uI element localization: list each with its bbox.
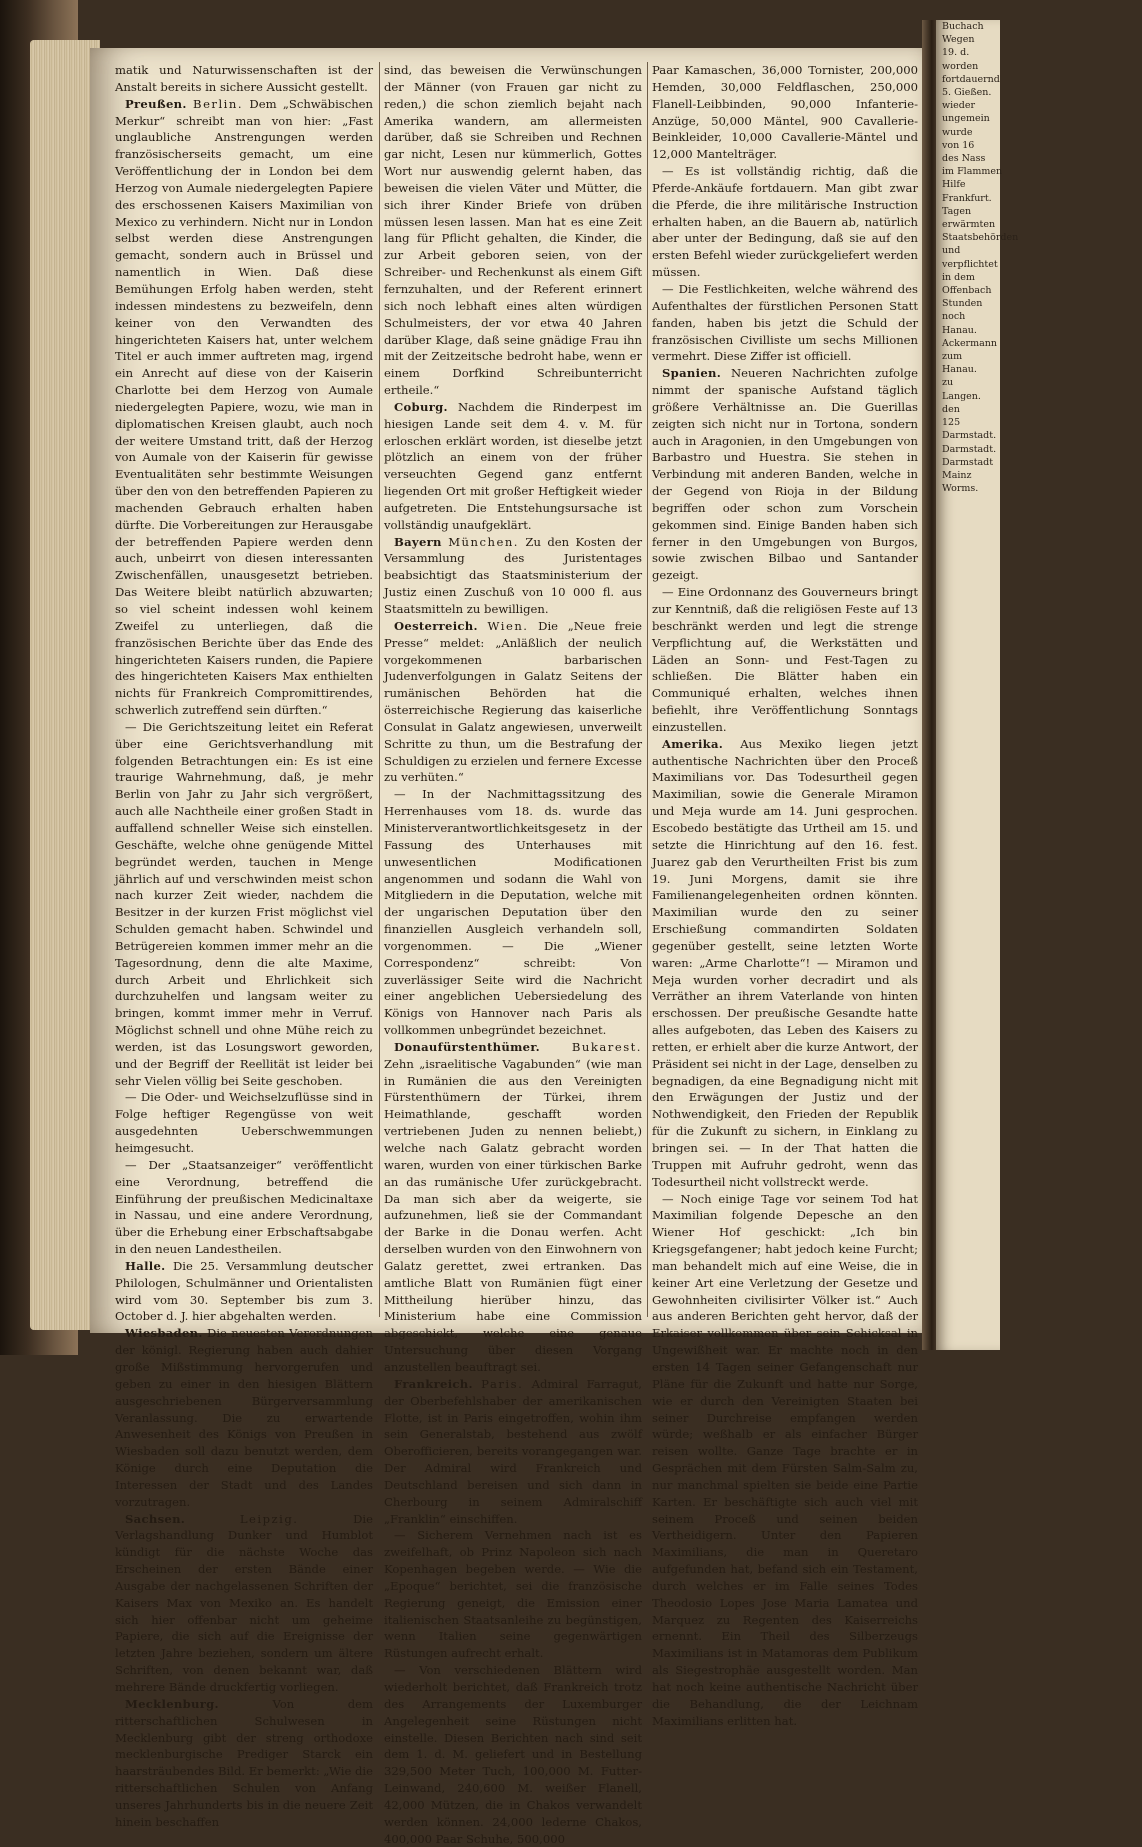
article-paragraph (115, 62, 373, 96)
section-heading: Spanien. (662, 366, 722, 381)
article-paragraph (652, 1191, 918, 1730)
article-text: Aus Mexiko liegen jetzt authentische Nachrichten über den Proceß Maximilians vor. Das Todesurtheil gegen Maximilian, sowie die Generale Miramon und Meja wurde am 14. Juni gesprochen. Escobedo bestätigte das Urtheil am 15. und setzte die Hinrichtung auf den 16. fest. Juarez gab den Verurtheilten Frist bis zum 19. Juni Morgens, damit sie ihre Familienangelegenheiten ordnen könnten. Maximilian wurde den zu seiner Erschießung commandirten Soldaten gegenüber gestellt, seine letzten Worte waren: „Arme Charlotte“! — Miramon und Meja wurden vorher decradirt und als Verräther an ihrem Vaterlande von hinten erschossen. Der preußische Gesandte hatte alles aufgeboten, das Leben des Kaisers zu retten, er erhielt aber die kurze Antwort, der Präsident sei nicht in der Lage, denselben zu begnadigen, da eine Begnadigung nicht mit den Erwägungen der Justiz und der Nothwendigkeit, den Frieden der Republik für die Zukunft zu sichern, in Einklang zu bringen sei. — In der That hatten die Truppen mit Aufruhr gedroht, wenn das Todesurtheil nicht vollstreckt werde. (652, 736, 918, 1189)
article-paragraph (384, 786, 642, 1039)
article-paragraph (384, 1527, 642, 1662)
article-text: Die „Neue freie Presse“ meldet: „Anläßlich der neulich vorgekommenen barbarischen Judenverfolgungen in Galatz Seitens der rumänischen Behörden hat die österreichische Regierung das kaiserliche Consulat in Galatz angewiesen, unverweilt Schritte zu thun, um die Bestrafung der Schuldigen zu erzielen und fernere Excesse zu verhüten.“ (384, 618, 643, 785)
article-text: — Von verschiedenen Blättern wird wiederholt berichtet, daß Frankreich trotz des Arrangements der Luxemburger Angelegenheit seine Rüstungen nicht einstelle. Diesen Berichten nach sind seit dem 1. d. M. geliefert und in Bestellung 329,500 Meter Tuch, 100,000 M. Futter-Leinwand, 240,600 M. weißer Flanell, 42,000 Mützen, die in Chakos verwandelt werden können. 24,000 lederne Chakos, 400,000 Paar Schuhe, 500,000 (384, 1663, 642, 1846)
article-text: Zu den Kosten der Versammlung des Juristentages beabsichtigt das Staatsministerium der Justiz einen Zuschuß von 10 000 fl. aus Staatsmitteln zu bewilligen. (384, 534, 643, 616)
article-text: — Die Festlichkeiten, welche während des Aufenthaltes der fürstlichen Personen Statt fanden, haben bis jetzt die Schuld der französischen Civilliste um sechs Millionen vermehrt. Diese Ziffer ist officiell. (652, 281, 918, 364)
next-page-text: Buchach Wegen 19. d. worden fortdauernd 5. Gießen. wieder ungemein wurde von 16 des Nass im Flammen Hilfe Frankfurt. Tagen erwärmten Staatsbehörden und verpflichtet in dem Offenbach Stunden noch Hanau. Ackermann zum Hanau. zu Langen. den 125 Darmstadt. Darmstadt. Darmstadt Mainz Worms. (942, 21, 1019, 495)
article-paragraph (115, 96, 373, 719)
article-text: — Der „Staatsanzeiger“ veröffentlicht eine Verordnung, betreffend die Einführung der preußischen Medicinaltaxe in Nassau, und eine andere Verordnung, über die Erhebung einer Erbschaftsabgabe in den neuen Landestheilen. (115, 1157, 373, 1257)
article-text: Admiral Farragut, der Oberbefehlshaber der amerikanischen Flotte, ist in Paris eingetroffen, wohin ihm sein Generalstab, bestehend aus zwölf Oberofficieren, bereits vorangegangen war. Der Admiral wird Frankreich und Deutschland bereisen und sich dann in Cherbourg in seinem Admiralschiff „Franklin“ einschiffen. (384, 1376, 642, 1526)
section-heading: Coburg. (394, 399, 448, 414)
article-text: Paar Kamaschen, 36,000 Tornister, 200,000 Hemden, 30,000 Feldflaschen, 250,000 Flanell-Leibbinden, 90,000 Infanterie-Anzüge, 50,000 Mäntel, 900 Cavallerie-Beinkleider, 10,000 Cavallerie-Mäntel und 12,000 Mantelträger. (652, 63, 918, 162)
article-paragraph (384, 62, 642, 399)
section-heading: Bayern (394, 534, 442, 549)
article-text: — Es ist vollständig richtig, daß die Pferde-Ankäufe fortdauern. Man gibt zwar die Pferde, die ihre militärische Instruction erhalten haben, an die Bauern ab, natürlich aber unter der Bedingung, daß sie auf den ersten Befehl wieder zurückgeliefert werden müssen. (652, 164, 918, 280)
article-paragraph (384, 1376, 642, 1528)
article-paragraph (652, 163, 918, 281)
article-text: — Die Gerichtszeitung leitet ein Referat über eine Gerichtsverhandlung mit folgenden Betrachtungen ein: Es ist eine traurige Wahrnehmung, daß, je mehr Berlin von Jahr zu Jahr sich vergrößert, auch alle Nachtheile einer großen Stadt in auffallend schneller Weise sich einstellen. Geschäfte, welche ohne genügende Mittel begründet werden, tauchen in Menge jährlich auf und verschwinden meist schon nach kurzer Zeit wieder, nachdem die Besitzer in der kurzen Frist möglichst viel Schulden gemacht haben. Schwindel und Betrügereien kommen immer mehr an die Tagesordnung, denn die alte Maxime, durch Arbeit und Ehrlichkeit sich durchzuhelfen und langsam weiter zu bringen, kommt immer mehr in Verruf. Möglichst schnell und ohne Mühe reich zu werden, ist das Losungswort geworden, und der Begriff der Reellität ist leider bei sehr Vielen völlig bei Seite geschoben. (115, 719, 373, 1088)
article-paragraph (384, 399, 642, 534)
section-heading: Donaufürstenthümer. (394, 1039, 541, 1054)
article-text: — Sicherem Vernehmen nach ist es zweifelhaft, ob Prinz Napoleon sich nach Kopenhagen begeben werde. — Wie die „Epoque“ berichtet, sei die französische Regierung geneigt, die Emission einer italienischen Staatsanleihe zu begünstigen, wenn Italien seine gegenwärtigen Rüstungen aufrecht erhalt. (384, 1528, 642, 1661)
article-paragraph (652, 584, 918, 736)
article-text: sind, das beweisen die Verwünschungen der Männer (von Frauen gar nicht zu reden,) die schon ziemlich bejaht nach Amerika wandern, am allermeisten darüber, daß sie Schreiben und Rechnen gar nicht, Lesen nur kümmerlich, Gottes Wort nur auswendig gelernt haben, das beweisen die vielen Väter und Mütter, die sich ihrer Kinder Briefe von drüben müssen lesen lassen. Man hat es eine Zeit lang für Pflicht gehalten, die Kinder, die zur Arbeit geboren seien, von der Schreiber- und Rechenkunst als einem Gift fernzuhalten, und der Referent erinnert sich noch lebhaft eines alten würdigen Schulmeisters, der vor etwa 40 Jahren darüber Klage, daß seine gnädige Frau ihn mit der Zeitzeitsche bedroht habe, wenn er einem Dorfkind Schreibunterricht ertheile.“ (384, 63, 642, 398)
article-text: Die Verlagshandlung Dunker und Humblot kündigt für die nächste Woche das Erscheinen der ersten Bände einer Ausgabe der nachgelassenen Schriften der Kaisers Max von Mexiko an. Es handelt sich hier offenbar nicht um geheime Papiere, die sich auf die Ereignisse der letzten Jahre beziehen, sondern um ältere Schriften, von denen bekannt war, daß mehrere Bände druckfertig vorliegen. (115, 1511, 373, 1694)
dateline-place: Bukarest. (571, 1039, 642, 1054)
dateline-place: Berlin. (193, 96, 244, 111)
column-rule (647, 62, 648, 1317)
article-paragraph (115, 719, 373, 1090)
article-text: — Noch einige Tage vor seinem Tod hat Maximilian folgende Depesche an den Wiener Hof geschickt: „Ich bin Kriegsgefangener; habt jedoch keine Furcht; man behandelt mich auf eine Weise, die in keiner Art eine Verletzung der Gesetze und Gewohnheiten civilisirter Völker ist.“ Auch aus anderen Berichten geht hervor, daß der Erkaiser vollkommen über sein Schicksal in Ungewißheit war. Er machte noch in den ersten 14 Tagen seiner Gefangenschaft nur Pläne für die Zukunft und hatte nur Sorge, wie er durch den Vereinigten Staaten bei seiner Durchreise empfangen werden würde; weßhalb er als einfacher Bürger reisen wollte. Ganze Tage brachte er in Gesprächen mit dem Fürsten Salm-Salm zu, nur manchmal spielten sie beide eine Partie Karten. Er beschäftigte sich auch viel mit seinem Proceß und seinen beiden Vertheidigern. Unter den Papieren Maximilians, die man in Queretaro aufgefunden hat, befand sich ein Testament, durch welches er im Falle seines Todes Theodosio Lopes Jose Maria Lamatea und Marquez zu Regenten des Kaiserreichs ernennt. Ein Theil des Silberzeugs Maximilians ist in Matamoras dem Publikum als Siegestrophäe ausgestellt worden. Man hat noch keine authentische Nachricht über die Behandlung, die der Leichnam Maximilians erlitten hat. (652, 1191, 918, 1728)
article-text: Von dem ritterschaftlichen Schulwesen in Mecklenburg gibt der streng orthodoxe mecklenburgische Prediger Starck ein haarsträubendes Bild. Er bemerkt: „Wie die ritterschaftlichen Schulen von Anfang unseres Jahrhunderts bis in die neuere Zeit hinein beschaffen (115, 1696, 373, 1829)
section-heading: Preußen. (125, 96, 187, 111)
article-text: Zehn „israelitische Vagabunden“ (wie man in Rumänien die aus den Vereinigten Fürstenthümern der Türkei, ihrem Heimathlande, geschafft worden vertriebenen Juden zu nennen beliebt,) welche nach Galatz gebracht worden waren, wurden von einer türkischen Barke an das rumänische Ufer zurückgebracht. Da man sich aber da weigerte, sie aufzunehmen, ließ sie der Commandant der Barke in die Donau werfen. Acht derselben wurden von den Einwohnern von Galatz gerettet, zwei ertranken. Das amtliche Blatt von Rumänien fügt einer Mittheilung hierüber hinzu, das Ministerium habe eine Commission abgeschickt, welche eine genaue Untersuchung über diesen Vorgang anzustellen beauftragt sei. (384, 1056, 642, 1374)
article-paragraph (652, 736, 918, 1191)
article-paragraph (384, 534, 642, 618)
dateline-place: Leipzig. (239, 1511, 299, 1526)
section-heading: Wiesbaden. (125, 1326, 203, 1341)
dateline-place: Paris. (481, 1376, 524, 1391)
article-paragraph (652, 365, 918, 584)
article-paragraph (652, 62, 918, 163)
article-text: — Die Oder- und Weichselzuflüsse sind in Folge heftiger Regengüsse von weit ausgedehnten Ueberschwemmungen heimgesucht. (115, 1090, 373, 1155)
article-text: Dem „Schwäbischen Merkur“ schreibt man von hier: „Fast unglaubliche Anstrengungen werden französischerseits gemacht, um eine Veröffentlichung der in London bei dem Herzog von Aumale niedergelegten Papiere des erschossenen Kaisers Maximilian von Mexico zu verhindern. Nicht nur in London selbst werden diese Anstrengungen gemacht, sondern auch in Brüssel und namentlich in Wien. Daß diese Bemühungen Erfolg haben werden, steht indessen mindestens zu bezweifeln, denn keiner von den Verwandten des hingerichteten Kaisers hat, unter welchem Titel er auch immer auftreten mag, irgend ein Anrecht auf diese von der Kaiserin Charlotte bei dem Herzog von Aumale niedergelegten Papiere, wozu, wie man in diplomatischen Kreisen glaubt, auch noch der weitere Umstand tritt, daß der Herzog von Aumale von der Kaiserin für gewisse Eventualitäten sehr bestimmte Weisungen über den von den betreffenden Papieren zu machenden Gebrauch erhalten haben dürfte. Die Vorbereitungen zur Herausgabe der betreffenden Papiere werden denn auch, unbeirrt von diesen interessanten Zwischenfällen, unausgesetzt betrieben. Das Weitere bleibt natürlich abzuwarten; so viel scheint indessen wohl keinem Zweifel zu unterliegen, daß die französischen Berichte über das Ende des hingerichteten Kaisers runden, die Papiere des hingerichteten Kaisers Max enthielten nichts für Frankreich Compromittirendes, schwerlich zutreffend sein dürften.“ (115, 96, 374, 718)
article-text: Nachdem die Rinderpest im hiesigen Lande seit dem 4. v. M. für erloschen erklärt worden, ist dieselbe jetzt plötzlich an einem von der früher verseuchten Gegend ganz entfernt liegenden Ort mit großer Heftigkeit wieder aufgetreten. Die Entstehungsursache ist vollständig unaufgeklärt. (384, 399, 642, 532)
article-paragraph (384, 1039, 642, 1376)
article-text: Die neuesten Verordnungen der königl. Regierung haben auch dahier große Mißstimmung hervorgerufen und geben zu einer in den hiesigen Blättern ausgeschriebenen Bürgerversammlung Veranlassung. Die zu erwartende Anwesenheit des Königs von Preußen in Wiesbaden soll dazu benutzt werden, dem Könige durch eine Deputation die Interessen der Stadt und des Landes vorzutragen. (115, 1326, 373, 1509)
article-paragraph (115, 1696, 373, 1831)
section-heading: Amerika. (662, 736, 724, 751)
column-1 (115, 62, 374, 1829)
article-paragraph (384, 618, 642, 786)
article-paragraph (115, 1325, 373, 1510)
section-heading: Oesterreich. (394, 618, 478, 633)
article-paragraph (652, 281, 918, 365)
dateline-place: München. (448, 534, 519, 549)
article-text: Die 25. Versammlung deutscher Philologen, Schulmänner und Orientalisten wird vom 30. September bis zum 3. October d. J. hier abgehalten werden. (115, 1258, 373, 1324)
column-rule (379, 62, 380, 1317)
article-text: Neueren Nachrichten zufolge nimmt der spanische Aufstand täglich größere Verhältnisse an. Die Guerillas zeigten sich nicht nur in Tortona, sondern auch in Aragonien, in den Umgebungen von Barbastro und Huestra. Sie stehen in Verbindung mit anderen Banden, welche in der Gegend von Rioja in der Bildung begriffen oder schon zum Vorschein gekommen sind. Einige Banden haben sich ferner in den Umgebungen von Burgos, sowie zwischen Bilbao und Santander gezeigt. (652, 366, 918, 583)
column-2 (384, 62, 643, 1846)
article-paragraph (115, 1511, 373, 1696)
section-heading: Sachsen. (125, 1511, 186, 1526)
next-page-fragment (936, 20, 1019, 1350)
dateline-place: Wien. (487, 618, 529, 633)
article-paragraph (115, 1258, 373, 1325)
section-heading: Frankreich. (394, 1376, 473, 1391)
article-paragraph (384, 1662, 642, 1847)
article-text: matik und Naturwissenschaften ist der Anstalt bereits in sichere Aussicht gestellt. (115, 63, 373, 94)
article-text: — Eine Ordonnanz des Gouverneurs bringt zur Kenntniß, daß die religiösen Feste auf 13 beschränkt werden und legt die strenge Verpflichtung auf, die Werkstätten und Läden an Sonn- und Fest-Tagen zu schließen. Die Blätter haben ein Communiqué erhalten, welches ihnen befiehlt, ihre Veröffentlichung Sonntags einzustellen. (652, 585, 918, 734)
column-3 (652, 62, 918, 1728)
article-paragraph (115, 1157, 373, 1258)
article-text: — In der Nachmittagssitzung des Herrenhauses vom 18. ds. wurde das Ministerverantwortlichkeitsgesetz in der Fassung des Unterhauses mit unwesentlichen Modificationen angenommen und sodann die Wahl von Mitgliedern in die Deputation, welche mit der ungarischen Deputation über den finanziellen Ausgleich verhandeln soll, vorgenommen. — Die „Wiener Correspondenz“ schreibt: Von zuverlässiger Seite wird die Nachricht einer angeblichen Uebersiedelung des Königs von Hannover nach Paris als vollkommen unbegründet bezeichnet. (384, 787, 642, 1038)
section-heading: Halle. (125, 1258, 166, 1273)
article-paragraph (115, 1089, 373, 1156)
section-heading: Mecklenburg. (125, 1696, 219, 1711)
